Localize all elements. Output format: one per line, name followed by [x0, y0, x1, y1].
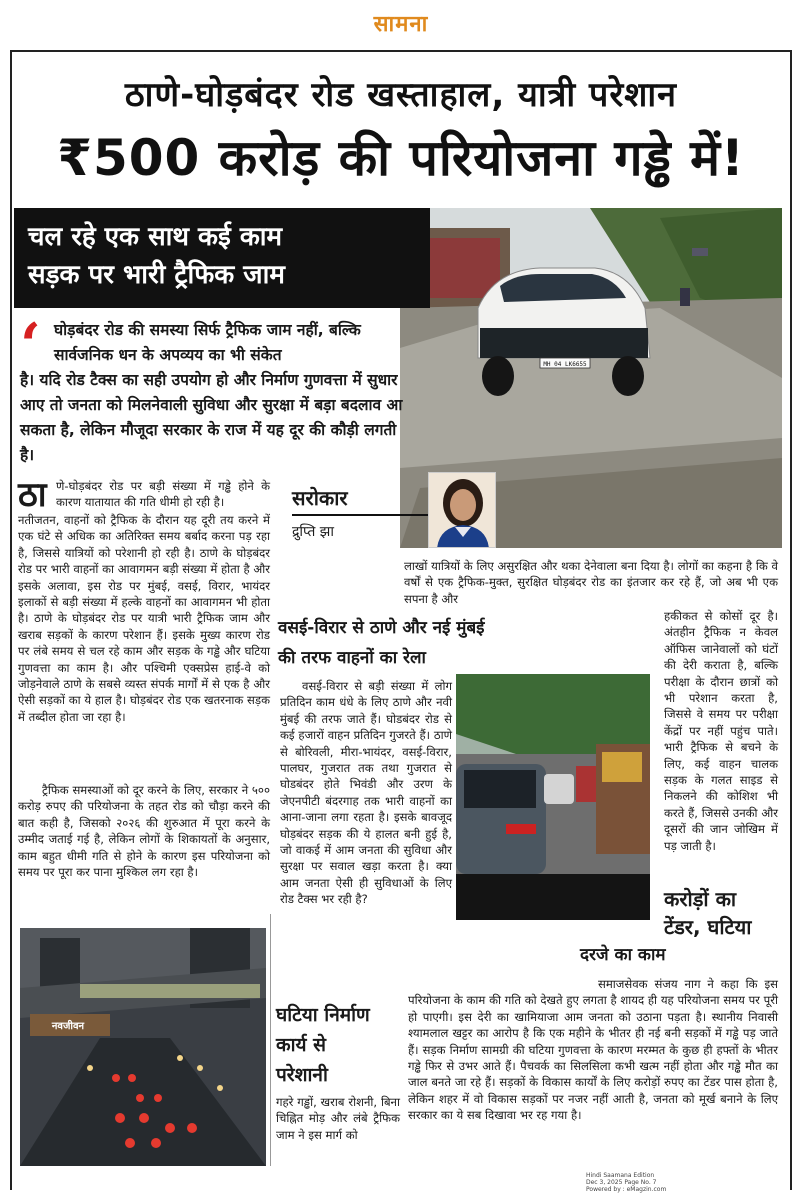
subhead-nirman-line1: घटिया निर्माण [276, 1004, 370, 1026]
subhead-line1: चल रहे एक साथ कई काम [28, 222, 283, 252]
right-column-top: लाखों यात्रियों के लिए असुरक्षित और थका देनेवाला बना दिया है। लोगों का कहना है कि वे वर्षों से एक ट्रैफिक-मुक्त, सुरक्षित घोड़बंदर रोड का इंतजार कर रहे हैं, जो अब भी एक सपना है और [404, 559, 778, 606]
night-traffic-illustration [20, 928, 266, 1166]
night-traffic-photo [20, 928, 266, 1166]
center-column-text: वसई-विरार से बड़ी संख्या में लोग प्रतिदिन काम धंधे के लिए ठाणे और नवी मुंबई की तरफ जाते हैं। घोडबंदर रोड से कई हजारों वाहन प्रतिदिन गुजरते हैं। ठाणे से बोरिवली, मीरा-भायंदर, वसई-विरार, पालघर, गुजरात तक तथा गुजरात से घोडबंदर होते भिवंडी और उरण के जेएनपीटी बंदरगाह तक भारी वाहनों का आना-जाना लगा रहता है। इसके बावजूद घोड़बंदर सड़क की ये हालत बनी हुई है, जो वाकई में आम जनता की सुविधा और सुरक्षा पर सवाल खड़ा करता है। क्या आम जनता ऐसी ही सुविधाओं के लिए रोड टैक्स भर रही है? [280, 679, 452, 907]
footer-line2: Dec 3, 2025 Page No. 7 [586, 1179, 657, 1186]
subhead-tender-line2: टेंडर, घटिया [664, 915, 752, 939]
byline-author: द्रुप्ति झा [292, 524, 335, 540]
author-portrait [429, 473, 496, 548]
byline-divider [292, 514, 432, 516]
shop-sign: नवजीवन [51, 1021, 85, 1032]
lead-text-part1: घोड़बंदर रोड की समस्या सिर्फ ट्रैफिक जाम नहीं, बल्कि सार्वजनिक धन के अपव्यय का भी संकेत [54, 321, 361, 364]
column1-paragraph1: नतीजतन, वाहनों को ट्रैफिक के दौरान यह दूरी तय करने में एक घंटे से अधिक का अतिरिक्त समय बर्बाद करना पड़ रहा है, जिससे यात्रियों को परेशानी हो रही है। ठाणे के घोड़बंदर रोड पर भारी वाहनों का आवागमन बड़ी संख्या में होता है और इसके अलावा, इस रोड पर मुंबई, वसई, विरार, भायंदर इलाकों से बड़ी संख्या में हल्के वाहनों का आवागमन भी होता है। ठाणे के घोड़बंदर रोड पर यात्री भारी ट्रैफिक जाम और खराब सड़कों के कारण परेशान हैं। इसके मुख्य कारण रोड पर लंबे समय से चल रहे काम और सड़क के गड्ढे और घटिया गुणवत्ता का काम है। और पश्चिमी एक्सप्रेस हाई-वे को जोड़नेवाले ठाणे के सबसे व्यस्त संपर्क मार्गों में से एक है और ऐसी सड़कों का ये हाल है। घोड़बंदर रोड एक खतरनाक सड़क में तब्दील होता जा रहा है। [18, 513, 270, 724]
author-avatar [428, 472, 496, 548]
headline-line2: ₹500 करोड़ की परियोजना गड्ढे में! [57, 129, 745, 187]
subhead-nirman-line3: परेशानी [276, 1064, 328, 1086]
edition-footer [586, 1172, 666, 1193]
number-plate: MH 04 LK6655 [543, 361, 587, 368]
tender-text: समाजसेवक संजय नाग ने कहा कि इस परियोजना के काम की गति को देखते हुए लगता है शायद ही यह परियोजना समय पर पूरी हो पाएगी। इस देरी का खामियाजा आम जनता को उठाना पड़ता है। स्थानीय निवासी श्यामलाल खट्टर का आरोप है कि एक महीने के भीतर ही नई बनी सड़कों में गड्ढे पड़ जाते हैं। सड़क निर्माण सामग्री की घटिया गुणवत्ता के कारण मरम्मत के कुछ ही हफ्तों के भीतर गड्ढे फिर से उभर आते हैं। पैचवर्क का सिलसिला कभी खत्म नहीं होता और गड्ढे मौत का जाल बनते जा रहे हैं। सड़कों के विकास कार्यों के लिए करोड़ों रुपए का टेंडर पास होता है, लेकिन शहर में वो विकास सड़कों पर नजर नहीं आती है, जनता को मूर्ख बनाने के लिए सरकार का ये सब दिखावा भर रह गया है। [408, 977, 778, 1123]
subhead-tender-line1: करोड़ों का [664, 887, 737, 911]
nirman-text: गहरे गड्ढों, खराब रोशनी, बिना चिह्नित मोड़ और लंबे ट्रैफिक जाम ने इस मार्ग को [276, 1095, 400, 1142]
byline-label: सरोकार [292, 486, 348, 510]
footer-line1: Hindi Saamana Edition [586, 1172, 655, 1179]
masthead-logo: सामना [373, 11, 429, 37]
headline-line1: ठाणे-घोड़बंदर रोड खस्ताहाल, यात्री परेशान [124, 75, 678, 115]
subhead-rela-line1: वसई-विरार से ठाणे और नई मुंबई [278, 618, 485, 638]
subhead-band [14, 208, 430, 308]
footer-line3: Powered by : eMagzin.com [586, 1186, 667, 1193]
column-divider [270, 914, 271, 1166]
subhead-nirman-line2: कार्य से [276, 1034, 326, 1056]
dropcap: ठा [18, 475, 47, 515]
subhead-line2: सड़क पर भारी ट्रैफिक जाम [28, 260, 285, 290]
traffic-jam-illustration [456, 674, 650, 920]
subhead-rela-line2: की तरफ वाहनों का रेला [278, 648, 426, 668]
column1-paragraph2: ट्रैफिक समस्याओं को दूर करने के लिए, सरकार ने ५०० करोड़ रुपए की परियोजना के तहत रोड को चौड़ा करने की बात कही है, जिसको २०२६ की शुरुआत में पूरा करने के उम्मीद जताई गई है, लेकिन लोगों के शिकायतों के अनुसार, काम बहुत धीमी गति से होने के कारण इस परियोजना को समय पर पूरा कर पाना मुश्किल लग रहा है। [18, 783, 270, 880]
column1-intro: णे-घोड़बंदर रोड पर बड़ी संख्या में गड्ढे होने के कारण यातायात की गति धीमी हो रही है। [56, 479, 270, 510]
lead-text-part2: है। यदि रोड टैक्स का सही उपयोग हो और निर्माण गुणवत्ता में सुधार आए तो जनता को मिलनेवाली सुविधा और सुरक्षा में बड़ा बदलाव आ सकता है, लेकिन मौजूदा सरकार के राज में यह दूर की कौड़ी लगती है। [20, 371, 403, 464]
quote-mark: ‘ [20, 311, 41, 381]
traffic-jam-photo [456, 674, 650, 920]
subhead-tender-line3: दरजे का काम [580, 945, 666, 965]
right-column-mid: हकीकत से कोसों दूर है। अंतहीन ट्रैफिक न केवल ऑफिस जानेवालों को घंटों की देरी कराता है, बल्कि परीक्षा के दौरान छात्रों को भी परेशान करता है, जिससे वे समय पर परीक्षा केंद्रों पर नहीं पहुंच पाते। भारी ट्रैफिक से बचने के लिए, कई वाहन चालक सड़क के गलत साइड से निकलने की कोशिश भी करते हैं, जिससे उनकी और दूसरों की जान जोखिम में पड़ जाती है। [664, 609, 778, 853]
